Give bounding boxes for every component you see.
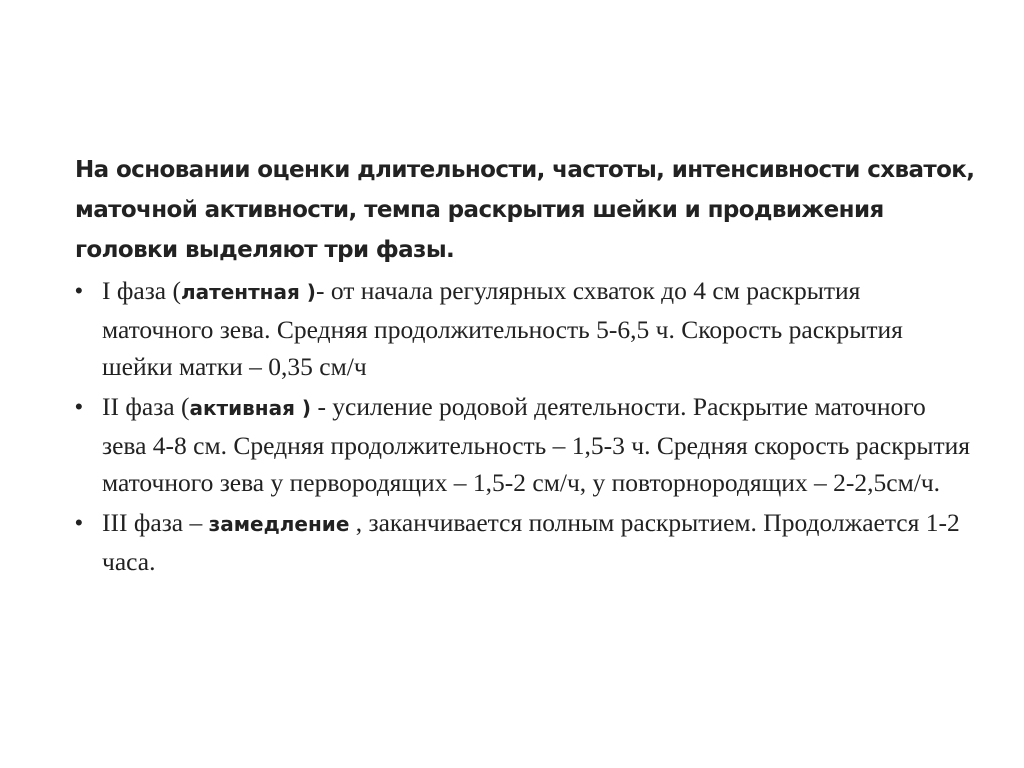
phase-1-prefix: I фаза ( [102,276,181,305]
phase-1-text: - от начала регулярных схваток до 4 см раскрытия маточного зева. Средняя продолжительность 5-6,5 ч. Скорость раскрытия шейки матки – 0,35 см/ч [102,276,903,381]
intro-paragraph: На основании оценки длительности, частоты, интенсивности схваток, маточной активности, темпа раскрытия шейки и продвижения головки выделяют три фазы. [75,157,975,263]
phase-2-prefix: II фаза ( [102,392,190,421]
phase-2-term: активная ) [189,396,312,420]
phase-item-3 [75,504,975,580]
phase-item-1 [75,272,975,385]
phase-1-term: латентная ) [180,280,316,304]
phase-item-2 [75,388,975,501]
bullet-icon: • [75,510,83,535]
phase-2-text: - усиление родовой деятельности. Раскрытие маточного зева 4-8 см. Средняя продолжительность – 1,5-3 ч. Средняя скорость раскрытия маточного зева у первородящих – 1,5-2 см/ч, у повторнородящих – 2-2,5см/ч. [102,392,970,497]
slide-content [75,150,975,583]
bullet-icon: • [75,278,83,303]
phase-3-text: , заканчивается полным раскрытием. Продолжается 1-2 часа. [102,508,960,576]
phase-3-prefix: III фаза – [102,508,209,537]
phase-list [75,272,975,580]
bullet-icon: • [75,394,83,419]
phase-3-term: замедление [208,512,350,536]
